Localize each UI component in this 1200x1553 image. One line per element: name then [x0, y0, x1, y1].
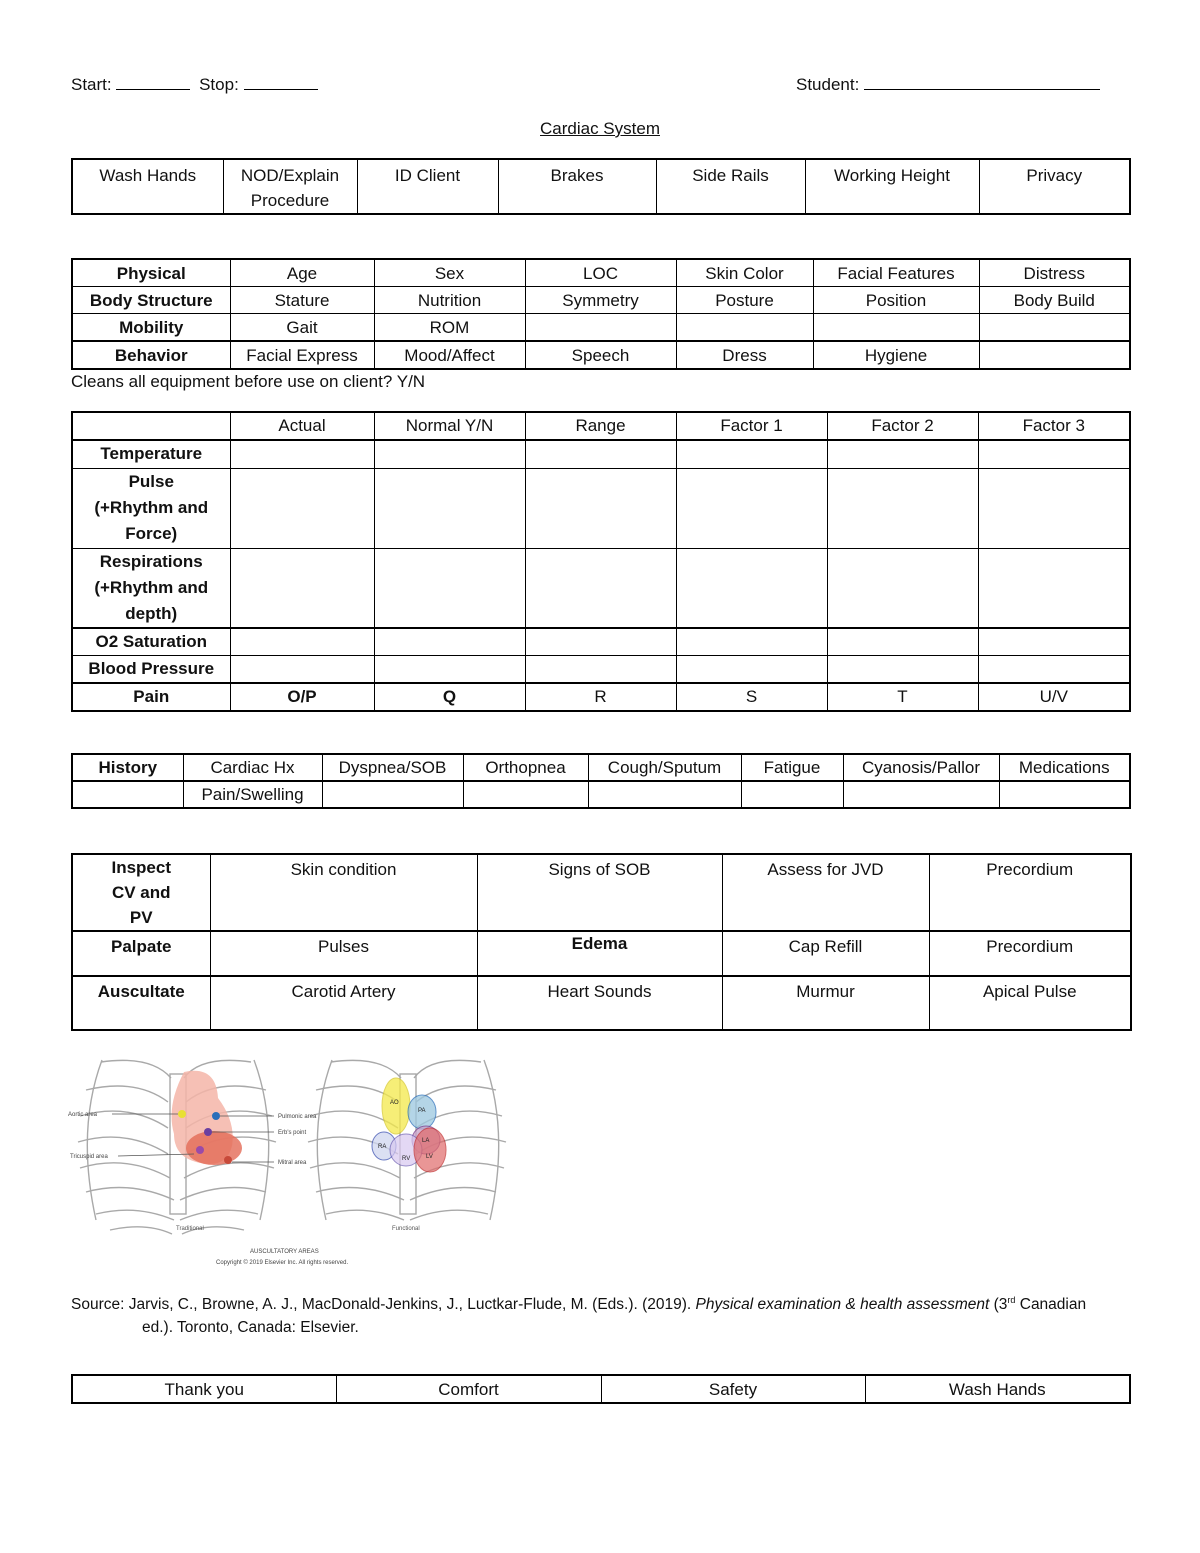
exam-item[interactable]: Edema: [477, 931, 722, 976]
source-line-2: ed.). Toronto, Canada: Elsevier.: [142, 1319, 359, 1337]
survey-cell[interactable]: [979, 341, 1130, 369]
exam-row-label: Palpate: [72, 931, 210, 976]
label-lv: LV: [426, 1154, 433, 1160]
vitals-cell[interactable]: [978, 656, 1130, 684]
vitals-cell[interactable]: [374, 548, 525, 628]
vitals-cell[interactable]: [374, 468, 525, 548]
vitals-row-label: O2 Saturation: [72, 628, 230, 656]
vitals-cell[interactable]: [374, 440, 525, 468]
history-label: History: [72, 754, 183, 781]
exam-item[interactable]: Heart Sounds: [477, 976, 722, 1030]
vitals-cell[interactable]: [525, 548, 676, 628]
label-pa: PA: [418, 1108, 426, 1114]
stop-blank[interactable]: [244, 74, 318, 90]
vitals-cell[interactable]: [978, 440, 1130, 468]
step-nod-explain[interactable]: NOD/Explain Procedure: [223, 159, 357, 214]
history-item[interactable]: Dyspnea/SOB: [322, 754, 463, 781]
label-la: LA: [422, 1138, 430, 1144]
pain-opqrstuv[interactable]: T: [827, 683, 978, 711]
survey-cell[interactable]: Dress: [676, 341, 813, 369]
vitals-cell[interactable]: [827, 440, 978, 468]
history-item[interactable]: Medications: [999, 754, 1130, 781]
figure-copyright: Copyright © 2019 Elsevier Inc. All rights reserved.: [216, 1260, 349, 1266]
history-item[interactable]: Cyanosis/Pallor: [843, 754, 999, 781]
start-field: [71, 74, 318, 95]
vitals-cell[interactable]: [827, 628, 978, 656]
vitals-cell[interactable]: [230, 548, 374, 628]
caption-traditional: Traditional: [176, 1226, 204, 1232]
vitals-cell[interactable]: [676, 628, 827, 656]
closing-thank-you[interactable]: Thank you: [72, 1375, 336, 1403]
source-edition-sup: rd: [1007, 1295, 1016, 1305]
step-side-rails[interactable]: Side Rails: [656, 159, 805, 214]
general-survey-table: [71, 258, 1131, 370]
pain-opqrstuv[interactable]: O/P: [230, 683, 374, 711]
label-erbs-point: Erb's point: [278, 1130, 307, 1136]
survey-cell[interactable]: [676, 314, 813, 342]
history-cell[interactable]: [588, 781, 741, 808]
page-title: Cardiac System: [540, 119, 660, 138]
student-blank[interactable]: [864, 74, 1100, 90]
step-id-client[interactable]: ID Client: [357, 159, 498, 214]
vitals-col-header: Normal Y/N: [374, 412, 525, 440]
vitals-cell[interactable]: [827, 468, 978, 548]
survey-cell[interactable]: Hygiene: [813, 341, 979, 369]
vitals-cell[interactable]: [978, 628, 1130, 656]
vitals-col-header: Factor 3: [978, 412, 1130, 440]
source-citation: [71, 1289, 1131, 1339]
vitals-cell[interactable]: [676, 440, 827, 468]
survey-cell[interactable]: ROM: [374, 314, 525, 342]
history-item[interactable]: Cardiac Hx: [183, 754, 322, 781]
history-cell[interactable]: [72, 781, 183, 808]
step-brakes[interactable]: Brakes: [498, 159, 656, 214]
vitals-row-label: Respirations (+Rhythm and depth): [72, 548, 230, 628]
survey-cell[interactable]: Stature: [230, 287, 374, 314]
label-pulmonic-area: Pulmonic area: [278, 1114, 317, 1120]
survey-cell[interactable]: Distress: [979, 259, 1130, 287]
history-item[interactable]: Cough/Sputum: [588, 754, 741, 781]
survey-cell[interactable]: [979, 314, 1130, 342]
vitals-cell[interactable]: [374, 628, 525, 656]
survey-cell[interactable]: Symmetry: [525, 287, 676, 314]
source-line-1: [71, 1289, 1131, 1316]
survey-cell[interactable]: Age: [230, 259, 374, 287]
exam-item[interactable]: Assess for JVD: [722, 854, 929, 931]
label-mitral-area: Mitral area: [278, 1160, 307, 1166]
source-edition: (3: [989, 1296, 1008, 1314]
caption-functional: Functional: [392, 1226, 420, 1232]
vitals-cell[interactable]: [374, 656, 525, 684]
label-ao: AO: [390, 1100, 399, 1106]
vitals-cell[interactable]: [525, 440, 676, 468]
figure-title: AUSCULTATORY AREAS: [250, 1249, 319, 1255]
vitals-cell[interactable]: [525, 628, 676, 656]
exam-item[interactable]: Apical Pulse: [929, 976, 1131, 1030]
survey-cell[interactable]: Speech: [525, 341, 676, 369]
history-cell[interactable]: [999, 781, 1130, 808]
vitals-cell[interactable]: [827, 656, 978, 684]
vitals-col-header: Factor 2: [827, 412, 978, 440]
vitals-cell[interactable]: [676, 468, 827, 548]
survey-cell[interactable]: Position: [813, 287, 979, 314]
history-cell[interactable]: [843, 781, 999, 808]
history-cell[interactable]: [463, 781, 588, 808]
closing-comfort[interactable]: Comfort: [336, 1375, 601, 1403]
survey-row-label: Body Structure: [72, 287, 230, 314]
history-table: [71, 753, 1131, 809]
survey-cell[interactable]: [813, 314, 979, 342]
survey-cell[interactable]: Posture: [676, 287, 813, 314]
student-field: [796, 74, 1100, 95]
exam-item[interactable]: Signs of SOB: [477, 854, 722, 931]
vitals-col-header: Factor 1: [676, 412, 827, 440]
history-cell[interactable]: [322, 781, 463, 808]
source-prefix: Source: Jarvis, C., Browne, A. J., MacDonald-Jenkins, J., Luctkar-Flude, M. (Eds.). (2019).: [71, 1296, 696, 1314]
survey-row-label: Behavior: [72, 341, 230, 369]
exam-item[interactable]: Precordium: [929, 931, 1131, 976]
source-book-title: Physical examination & health assessment: [695, 1296, 990, 1314]
vitals-cell[interactable]: [525, 468, 676, 548]
survey-cell[interactable]: Facial Express: [230, 341, 374, 369]
closing-safety[interactable]: Safety: [601, 1375, 865, 1403]
stop-label: Stop:: [199, 75, 239, 94]
vitals-col-header: Range: [525, 412, 676, 440]
survey-cell[interactable]: Nutrition: [374, 287, 525, 314]
step-wash-hands[interactable]: Wash Hands: [72, 159, 223, 214]
student-label: Student:: [796, 75, 860, 94]
label-rv: RV: [402, 1156, 411, 1162]
vitals-cell[interactable]: [827, 548, 978, 628]
exam-item[interactable]: Cap Refill: [722, 931, 929, 976]
pain-label: Pain: [72, 683, 230, 711]
exam-row-label: Auscultate: [72, 976, 210, 1030]
step-working-height[interactable]: Working Height: [805, 159, 979, 214]
survey-row-label: Mobility: [72, 314, 230, 342]
closing-wash-hands[interactable]: Wash Hands: [865, 1375, 1130, 1403]
exam-item[interactable]: Pulses: [210, 931, 477, 976]
survey-cell[interactable]: [525, 314, 676, 342]
closing-table: [71, 1374, 1131, 1404]
exam-item[interactable]: Precordium: [929, 854, 1131, 931]
step-privacy[interactable]: Privacy: [979, 159, 1130, 214]
vitals-cell[interactable]: [230, 440, 374, 468]
pain-opqrstuv[interactable]: S: [676, 683, 827, 711]
survey-cell[interactable]: Gait: [230, 314, 374, 342]
start-label: Start:: [71, 75, 112, 94]
vitals-cell[interactable]: [230, 628, 374, 656]
vitals-row-label: Temperature: [72, 440, 230, 468]
label-ra: RA: [378, 1144, 387, 1150]
vitals-cell[interactable]: [978, 468, 1130, 548]
vitals-cell[interactable]: [676, 548, 827, 628]
exam-table: [71, 853, 1132, 1031]
survey-cell[interactable]: Facial Features: [813, 259, 979, 287]
exam-item[interactable]: Carotid Artery: [210, 976, 477, 1030]
survey-cell[interactable]: LOC: [525, 259, 676, 287]
history-item[interactable]: Orthopnea: [463, 754, 588, 781]
vitals-row-label: Blood Pressure: [72, 656, 230, 684]
exam-item[interactable]: Murmur: [722, 976, 929, 1030]
vitals-cell[interactable]: [676, 656, 827, 684]
start-blank[interactable]: [116, 74, 190, 90]
auscultatory-areas-figure: [66, 1050, 508, 1270]
history-cell[interactable]: [741, 781, 843, 808]
label-tricuspid-area: Tricuspid area: [70, 1154, 108, 1160]
exam-item[interactable]: Skin condition: [210, 854, 477, 931]
history-item[interactable]: Fatigue: [741, 754, 843, 781]
label-aortic-area: Aortic area: [68, 1112, 98, 1118]
exam-row-label: Inspect CV and PV: [72, 854, 210, 931]
vitals-corner: [72, 412, 230, 440]
vitals-cell[interactable]: [978, 548, 1130, 628]
source-suffix: Canadian: [1015, 1296, 1087, 1314]
vitals-table: [71, 411, 1131, 712]
survey-cell[interactable]: Skin Color: [676, 259, 813, 287]
pain-opqrstuv[interactable]: R: [525, 683, 676, 711]
vitals-col-header: Actual: [230, 412, 374, 440]
history-pain-swelling[interactable]: Pain/Swelling: [183, 781, 322, 808]
survey-cell[interactable]: Body Build: [979, 287, 1130, 314]
vitals-cell[interactable]: [525, 656, 676, 684]
survey-cell[interactable]: Mood/Affect: [374, 341, 525, 369]
vitals-row-label: Pulse (+Rhythm and Force): [72, 468, 230, 548]
vitals-cell[interactable]: [230, 468, 374, 548]
survey-cell[interactable]: Sex: [374, 259, 525, 287]
intro-steps-table: [71, 158, 1131, 215]
vitals-cell[interactable]: [230, 656, 374, 684]
pain-opqrstuv[interactable]: Q: [374, 683, 525, 711]
cleans-equipment-note: Cleans all equipment before use on client? Y/N: [71, 372, 426, 391]
pain-opqrstuv[interactable]: U/V: [978, 683, 1130, 711]
survey-row-label: Physical: [72, 259, 230, 287]
